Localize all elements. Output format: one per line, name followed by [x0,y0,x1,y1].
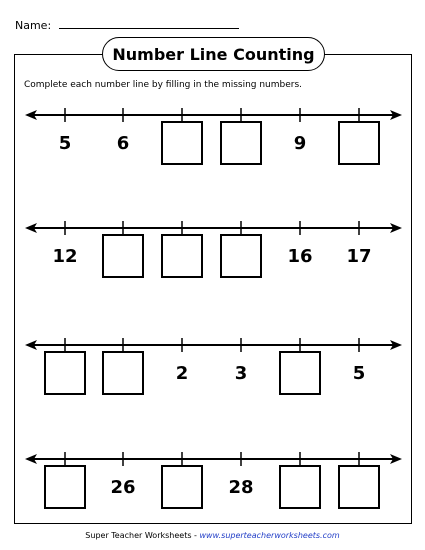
answer-box[interactable] [338,121,380,165]
given-number: 6 [116,132,130,154]
name-label: Name: [15,19,52,32]
given-number: 2 [175,362,189,384]
given-number: 5 [58,132,72,154]
answer-box[interactable] [220,121,262,165]
answer-box[interactable] [102,351,144,395]
given-number: 9 [293,132,307,154]
answer-box[interactable] [338,465,380,509]
answer-box[interactable] [279,351,321,395]
given-number: 26 [110,476,136,498]
answer-box[interactable] [161,465,203,509]
footer-url[interactable]: www.superteacherworksheets.com [199,531,340,540]
given-number: 28 [228,476,254,498]
answer-box[interactable] [220,234,262,278]
answer-box[interactable] [279,465,321,509]
answer-box[interactable] [161,234,203,278]
answer-box[interactable] [44,351,86,395]
answer-box[interactable] [102,234,144,278]
given-number: 16 [287,245,313,267]
instructions: Complete each number line by filling in the missing numbers. [24,80,303,90]
given-number: 5 [352,362,366,384]
answer-box[interactable] [161,121,203,165]
footer [0,531,425,540]
given-number: 17 [346,245,372,267]
given-number: 3 [234,362,248,384]
answer-box[interactable] [44,465,86,509]
given-number: 12 [52,245,78,267]
footer-separator: - [191,531,200,540]
footer-site-name: Super Teacher Worksheets [85,531,192,540]
page-title: Number Line Counting [102,37,325,71]
